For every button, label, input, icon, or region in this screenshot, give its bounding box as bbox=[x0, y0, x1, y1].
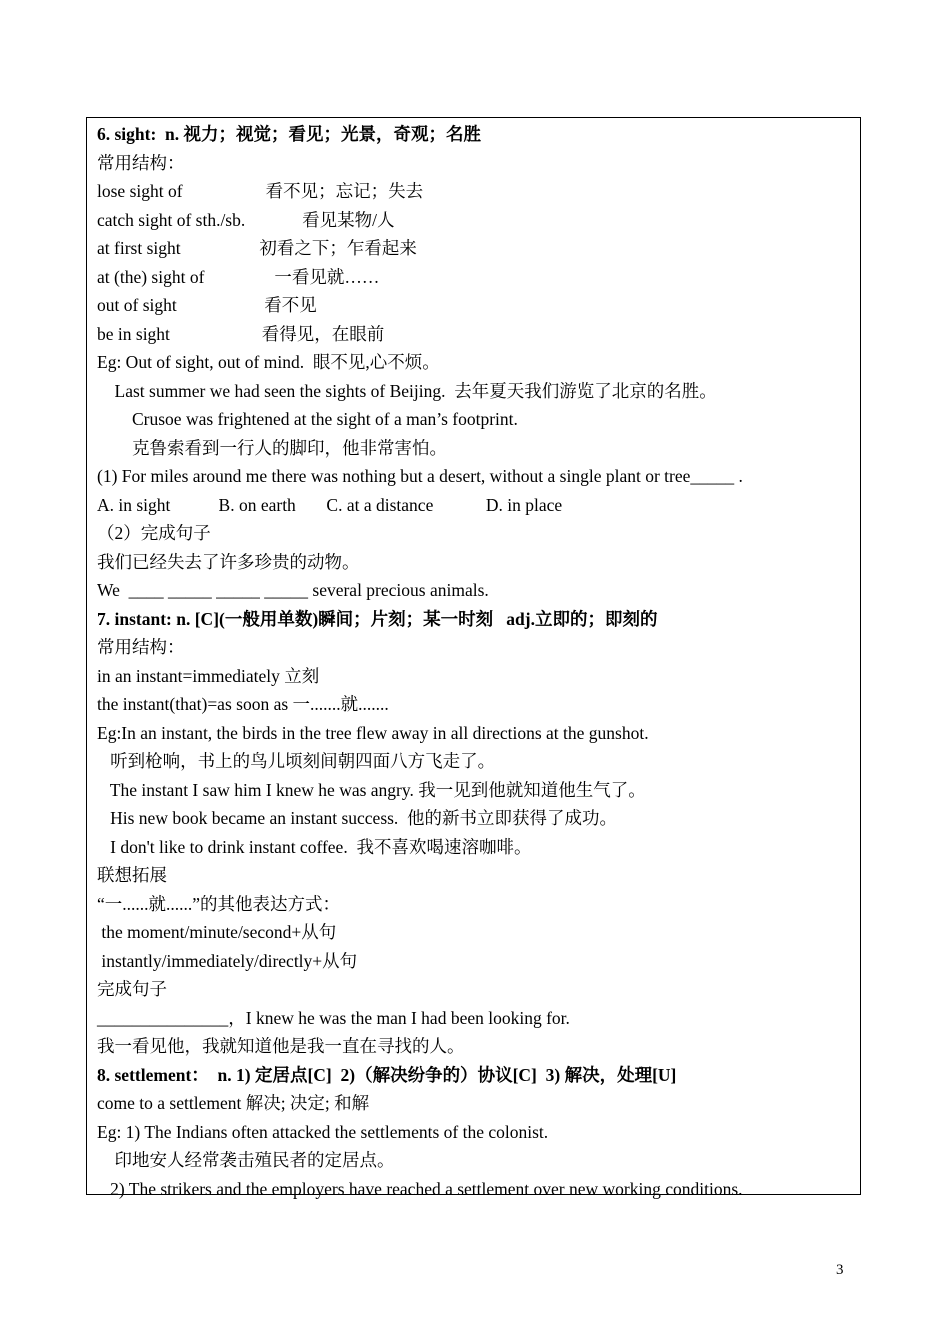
text-line: （2）完成句子 bbox=[97, 523, 211, 543]
section-heading: 7. instant: n. [C](一般用单数)瞬间；片刻；某一时刻 adj.立即的；即刻的 bbox=[97, 608, 658, 629]
text-line: Crusoe was frightened at the sight of a man’s footprint. bbox=[97, 409, 518, 429]
text-line: 我一看见他，我就知道他是我一直在寻找的人。 bbox=[97, 1036, 465, 1056]
text-line: lose sight of 看不见；忘记；失去 bbox=[97, 181, 424, 201]
text-line: come to a settlement 解决; 决定; 和解 bbox=[97, 1093, 370, 1113]
text-line: Eg: Out of sight, out of mind. 眼不见,心不烦。 bbox=[97, 352, 440, 372]
text-line: out of sight 看不见 bbox=[97, 295, 317, 315]
text-line: The instant I saw him I knew he was angry. 我一见到他就知道他生气了。 bbox=[97, 779, 646, 800]
content-box bbox=[86, 117, 861, 1199]
text-line: 2) The strikers and the employers have reached a settlement over new working conditions. bbox=[97, 1178, 743, 1199]
text-line: the moment/minute/second+从句 bbox=[97, 922, 337, 942]
text-line: at first sight 初看之下；乍看起来 bbox=[97, 238, 417, 258]
text-line: 联想拓展 bbox=[97, 865, 167, 885]
text-line: the instant(that)=as soon as 一.......就....... bbox=[97, 694, 389, 714]
text-line: be in sight 看得见，在眼前 bbox=[97, 323, 385, 344]
text-line: at (the) sight of 一看见就…… bbox=[97, 266, 380, 287]
text-line: I don't like to drink instant coffee. 我不喜欢喝速溶咖啡。 bbox=[97, 836, 532, 857]
text-line: 克鲁索看到一行人的脚印，他非常害怕。 bbox=[97, 437, 447, 458]
text-line: Eg:In an instant, the birds in the tree flew away in all directions at the gunshot. bbox=[97, 722, 649, 743]
text-line: “一......就......”的其他表达方式： bbox=[97, 893, 341, 914]
text-line: 常用结构： bbox=[97, 152, 185, 173]
text-line: _______________，I knew he was the man I had been looking for. bbox=[97, 1007, 570, 1028]
text-line: catch sight of sth./sb. 看见某物/人 bbox=[97, 209, 395, 230]
text-line: in an instant=immediately 立刻 bbox=[97, 665, 320, 686]
text-line: (1) For miles around me there was nothing but a desert, without a single plant or tree_____ . bbox=[97, 466, 743, 486]
text-line: Last summer we had seen the sights of Beijing. 去年夏天我们游览了北京的名胜。 bbox=[97, 380, 717, 401]
text-line: 完成句子 bbox=[97, 979, 167, 999]
text-line: instantly/immediately/directly+从句 bbox=[97, 950, 358, 971]
text-line: His new book became an instant success. 他的新书立即获得了成功。 bbox=[97, 808, 618, 828]
text-line: A. in sight B. on earth C. at a distance D. in place bbox=[97, 494, 563, 515]
section-heading: 8. settlement： n. 1) 定居点[C] 2)（解决纷争的）协议[C] 3) 解决，处理[U] bbox=[97, 1064, 677, 1085]
text-line: 印地安人经常袭击殖民者的定居点。 bbox=[97, 1150, 395, 1170]
text-line: 听到枪响，书上的鸟儿顷刻间朝四面八方飞走了。 bbox=[97, 751, 496, 771]
text-line: Eg: 1) The Indians often attacked the settlements of the colonist. bbox=[97, 1121, 549, 1142]
text-line: We ____ _____ _____ _____ several precious animals. bbox=[97, 580, 489, 600]
section-heading: 6. sight: n. 视力；视觉；看见；光景，奇观；名胜 bbox=[97, 124, 482, 144]
page-number: 3 bbox=[836, 1262, 844, 1278]
text-line: 常用结构： bbox=[97, 637, 185, 657]
text-line: 我们已经失去了许多珍贵的动物。 bbox=[97, 551, 360, 572]
